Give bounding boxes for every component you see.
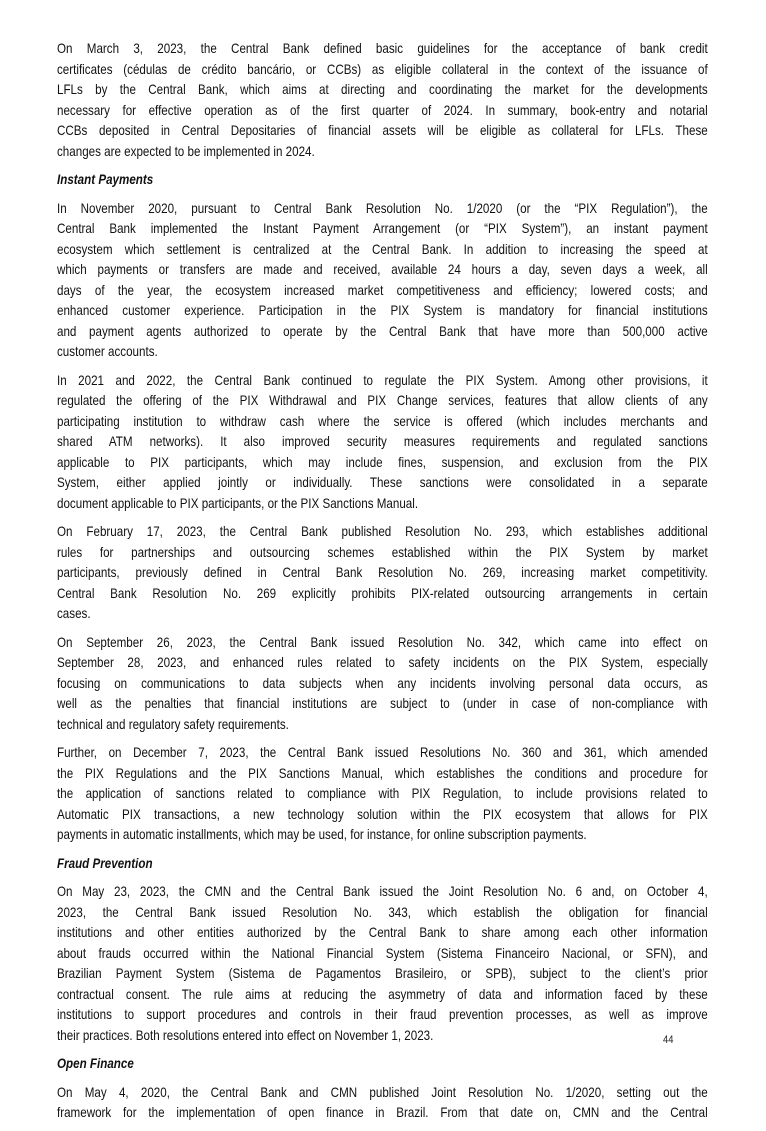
text-line: In November 2020, pursuant to Central Bank Resolution No. 1/2020 (or the “PIX Regulation”), the <box>57 199 708 216</box>
text-line: technical and regulatory safety requirements. <box>57 715 289 732</box>
paragraph <box>57 742 708 845</box>
text-line: shared ATM networks). It also improved security measures requirements and regulated sanctions <box>57 433 708 449</box>
text-line: payments in automatic installments, which may be used, for instance, for online subscription payments. <box>57 826 587 842</box>
text-line: customer accounts. <box>57 343 158 359</box>
text-line: Further, on December 7, 2023, the Central Bank issued Resolutions No. 360 and 361, which amended <box>57 744 708 760</box>
text-line: LFLs by the Central Bank, which aims at directing and coordinating the market for the developments <box>57 81 708 97</box>
text-line: On May 4, 2020, the Central Bank and CMN published Joint Resolution No. 1/2020, setting out the <box>57 1083 708 1100</box>
text-line: Brazilian Payment System (Sistema de Pagamentos Brasileiro, or SPB), subject to the client’s prior <box>57 965 708 981</box>
paragraph <box>57 521 708 624</box>
text-line: Central Bank Resolution No. 269 explicitly prohibits PIX-related outsourcing arrangements in certain <box>57 584 708 601</box>
text-line: the application of sanctions related to compliance with PIX Regulation, to include provisions related to <box>57 785 708 801</box>
document-body <box>57 38 708 1131</box>
paragraph <box>57 1082 708 1123</box>
section-heading: Open Finance <box>57 1055 134 1071</box>
text-line: document applicable to PIX participants, or the PIX Sanctions Manual. <box>57 494 419 511</box>
text-line: focusing on communications to data subjects when any incidents involving personal data occurs, as <box>57 674 708 691</box>
text-line: System, either applied jointly or individually. These sanctions were consolidated in a separate <box>57 474 708 490</box>
text-line: rules for partnerships and outsourcing schemes established within the PIX System by market <box>57 543 708 560</box>
text-line: institutions and other entities authorized by the Central Bank to share among each other information <box>57 924 708 940</box>
text-line: participating institution to withdraw cash where the service is offered (which includes merchants and <box>57 412 708 429</box>
text-line: ecosystem which settlement is centralized at the Central Bank. In addition to increasing the speed at <box>57 240 708 257</box>
text-line: contractual consent. The rule aims at reducing the asymmetry of data and information faced by these <box>57 985 708 1002</box>
page-number: 44 <box>663 1034 674 1046</box>
text-line: necessary for effective operation as of the first quarter of 2024. In summary, book-entry and notarial <box>57 101 708 118</box>
paragraph <box>57 198 708 362</box>
text-line: well as the penalties that financial institutions are subject to (under in case of non-compliance with <box>57 695 708 711</box>
text-line: CCBs deposited in Central Depositaries of financial assets will be eligible as collateral for LFLs. These <box>57 122 708 138</box>
paragraph <box>57 632 708 735</box>
text-line: certificates (cédulas de crédito bancário, or CCBs) as eligible collateral in the context of the issuance of <box>57 60 708 77</box>
text-line: On March 3, 2023, the Central Bank defined basic guidelines for the acceptance of bank credit <box>57 40 708 56</box>
text-line: In 2021 and 2022, the Central Bank continued to regulate the PIX System. Among other provisions, it <box>57 371 708 388</box>
text-line: changes are expected to be implemented in 2024. <box>57 142 315 159</box>
text-line: institutions to support procedures and controls in their fraud prevention processes, as well as improve <box>57 1006 708 1022</box>
text-line: September 28, 2023, and enhanced rules related to safety incidents on the PIX System, especially <box>57 654 708 670</box>
text-line: On September 26, 2023, the Central Bank issued Resolution No. 342, which came into effect on <box>57 633 708 650</box>
text-line: enhanced customer experience. Participation in the PIX System is mandatory for financial institutions <box>57 302 708 318</box>
text-line: regulated the offering of the PIX Withdrawal and PIX Change services, features that allow clients of any <box>57 392 708 408</box>
text-line: 2023, the Central Bank issued Resolution No. 343, which establish the obligation for financial <box>57 903 708 920</box>
text-line: their practices. Both resolutions entered into effect on November 1, 2023. <box>57 1026 434 1043</box>
text-line: applicable to PIX participants, which may include fines, suspension, and exclusion from the PIX <box>57 453 708 470</box>
text-line: the PIX Regulations and the PIX Sanctions Manual, which establishes the conditions and procedure for <box>57 764 708 781</box>
text-line: about frauds occurred within the National Financial System (Sistema Financeiro Nacional, or SFN), and <box>57 944 708 961</box>
text-line: participants, previously defined in Central Bank Resolution No. 269, increasing market competitivity. <box>57 564 708 580</box>
text-line: and payment agents authorized to operate by the Central Bank that have more than 500,000 active <box>57 322 708 339</box>
paragraph <box>57 881 708 1045</box>
section-heading: Instant Payments <box>57 171 154 187</box>
text-line: Automatic PIX transactions, a new technology solution within the PIX ecosystem that allows for PIX <box>57 805 708 822</box>
text-line: cases. <box>57 605 91 621</box>
section-heading: Fraud Prevention <box>57 854 153 871</box>
text-line: Central Bank implemented the Instant Payment Arrangement (or “PIX System”), an instant payment <box>57 220 708 236</box>
text-line: On May 23, 2023, the CMN and the Central Bank issued the Joint Resolution No. 6 and, on October 4, <box>57 883 708 899</box>
paragraph <box>57 370 708 514</box>
text-line: framework for the implementation of open finance in Brazil. From that date on, CMN and the Central <box>57 1104 708 1120</box>
text-line: On February 17, 2023, the Central Bank published Resolution No. 293, which establishes additional <box>57 523 708 539</box>
text-line: which payments or transfers are made and received, available 24 hours a day, seven days a week, all <box>57 261 708 277</box>
text-line: days of the year, the ecosystem increased market competitiveness and efficiency; lowered costs; and <box>57 281 708 298</box>
paragraph <box>57 38 708 161</box>
